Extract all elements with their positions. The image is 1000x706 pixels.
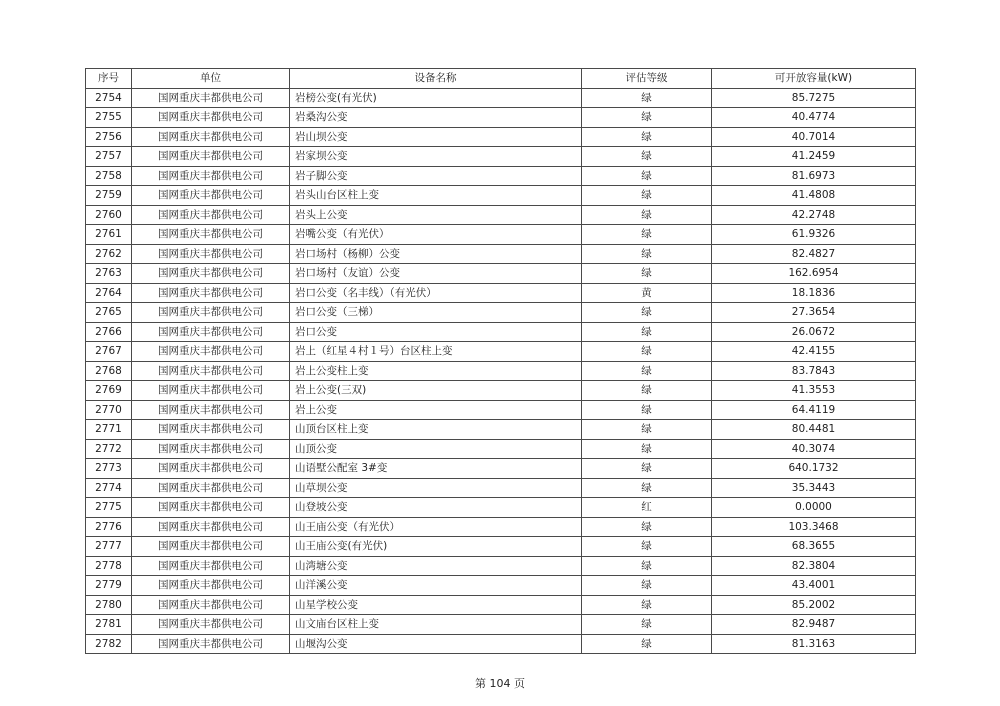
cell-serial: 2775 [86,498,132,518]
table-row [86,225,916,245]
cell-rating: 绿 [582,322,712,342]
cell-unit: 国网重庆丰都供电公司 [132,244,290,264]
cell-capacity: 0.0000 [712,498,916,518]
cell-rating: 绿 [582,420,712,440]
cell-unit: 国网重庆丰都供电公司 [132,342,290,362]
table-row [86,576,916,596]
cell-capacity: 61.9326 [712,225,916,245]
cell-serial: 2768 [86,361,132,381]
cell-device-name: 山湾塘公变 [290,556,582,576]
cell-rating: 绿 [582,88,712,108]
table-row [86,166,916,186]
cell-unit: 国网重庆丰都供电公司 [132,322,290,342]
cell-unit: 国网重庆丰都供电公司 [132,303,290,323]
cell-rating: 绿 [582,264,712,284]
cell-capacity: 68.3655 [712,537,916,557]
cell-unit: 国网重庆丰都供电公司 [132,147,290,167]
cell-serial: 2764 [86,283,132,303]
cell-device-name: 山文庙台区柱上变 [290,615,582,635]
cell-unit: 国网重庆丰都供电公司 [132,205,290,225]
cell-capacity: 40.7014 [712,127,916,147]
cell-unit: 国网重庆丰都供电公司 [132,264,290,284]
header-rating: 评估等级 [582,69,712,89]
cell-unit: 国网重庆丰都供电公司 [132,615,290,635]
cell-capacity: 43.4001 [712,576,916,596]
header-capacity: 可开放容量(kW) [712,69,916,89]
cell-rating: 黄 [582,283,712,303]
table-row [86,381,916,401]
cell-device-name: 山堰沟公变 [290,634,582,654]
table-row [86,244,916,264]
table-row [86,615,916,635]
cell-serial: 2755 [86,108,132,128]
table-row [86,283,916,303]
cell-rating: 绿 [582,303,712,323]
cell-serial: 2776 [86,517,132,537]
cell-device-name: 岩嘴公变（有光伏） [290,225,582,245]
cell-rating: 绿 [582,439,712,459]
cell-unit: 国网重庆丰都供电公司 [132,498,290,518]
cell-rating: 绿 [582,225,712,245]
cell-capacity: 42.2748 [712,205,916,225]
table-row [86,342,916,362]
cell-rating: 绿 [582,634,712,654]
table-row [86,303,916,323]
cell-device-name: 岩头上公变 [290,205,582,225]
cell-serial: 2771 [86,420,132,440]
cell-device-name: 山语墅公配室 3#变 [290,459,582,479]
cell-serial: 2778 [86,556,132,576]
cell-device-name: 岩口公变（三梯） [290,303,582,323]
cell-capacity: 83.7843 [712,361,916,381]
cell-rating: 绿 [582,595,712,615]
cell-serial: 2758 [86,166,132,186]
cell-capacity: 82.9487 [712,615,916,635]
cell-serial: 2780 [86,595,132,615]
cell-capacity: 85.7275 [712,88,916,108]
cell-rating: 绿 [582,342,712,362]
cell-device-name: 山王庙公变(有光伏) [290,537,582,557]
cell-device-name: 岩口场村（杨柳）公变 [290,244,582,264]
cell-device-name: 岩山坝公变 [290,127,582,147]
table-row [86,88,916,108]
table-row [86,634,916,654]
header-unit: 单位 [132,69,290,89]
cell-serial: 2760 [86,205,132,225]
cell-device-name: 岩口公变（名丰线）（有光伏） [290,283,582,303]
cell-device-name: 山王庙公变（有光伏） [290,517,582,537]
cell-rating: 绿 [582,400,712,420]
cell-capacity: 82.3804 [712,556,916,576]
cell-serial: 2781 [86,615,132,635]
cell-serial: 2773 [86,459,132,479]
cell-unit: 国网重庆丰都供电公司 [132,283,290,303]
cell-device-name: 岩榜公变(有光伏) [290,88,582,108]
cell-unit: 国网重庆丰都供电公司 [132,459,290,479]
cell-unit: 国网重庆丰都供电公司 [132,478,290,498]
cell-serial: 2761 [86,225,132,245]
cell-capacity: 42.4155 [712,342,916,362]
cell-rating: 绿 [582,361,712,381]
header-device-name: 设备名称 [290,69,582,89]
table-row [86,205,916,225]
cell-serial: 2772 [86,439,132,459]
cell-capacity: 27.3654 [712,303,916,323]
cell-capacity: 41.2459 [712,147,916,167]
page-number: 第 104 页 [475,677,525,690]
table-row [86,108,916,128]
cell-rating: 绿 [582,459,712,479]
cell-device-name: 岩头山台区柱上变 [290,186,582,206]
table-row [86,517,916,537]
table-row [86,420,916,440]
cell-unit: 国网重庆丰都供电公司 [132,556,290,576]
cell-capacity: 640.1732 [712,459,916,479]
cell-device-name: 岩桑沟公变 [290,108,582,128]
header-serial: 序号 [86,69,132,89]
cell-unit: 国网重庆丰都供电公司 [132,634,290,654]
cell-unit: 国网重庆丰都供电公司 [132,127,290,147]
cell-device-name: 山洋溪公变 [290,576,582,596]
table-row [86,127,916,147]
cell-rating: 绿 [582,381,712,401]
table-row [86,322,916,342]
table-row [86,186,916,206]
header-row [86,69,916,89]
table-body [86,88,916,654]
cell-capacity: 81.3163 [712,634,916,654]
table-row [86,556,916,576]
cell-rating: 绿 [582,576,712,596]
cell-serial: 2763 [86,264,132,284]
table-row [86,537,916,557]
cell-rating: 绿 [582,537,712,557]
cell-device-name: 岩上（红星４村１号）台区柱上变 [290,342,582,362]
cell-rating: 绿 [582,108,712,128]
cell-unit: 国网重庆丰都供电公司 [132,517,290,537]
cell-device-name: 岩上公变 [290,400,582,420]
cell-device-name: 岩子脚公变 [290,166,582,186]
cell-serial: 2777 [86,537,132,557]
cell-unit: 国网重庆丰都供电公司 [132,439,290,459]
cell-unit: 国网重庆丰都供电公司 [132,88,290,108]
cell-device-name: 山草坝公变 [290,478,582,498]
cell-serial: 2765 [86,303,132,323]
cell-rating: 绿 [582,166,712,186]
cell-capacity: 41.4808 [712,186,916,206]
cell-rating: 绿 [582,556,712,576]
capacity-table [85,68,916,654]
cell-serial: 2770 [86,400,132,420]
cell-unit: 国网重庆丰都供电公司 [132,225,290,245]
cell-serial: 2754 [86,88,132,108]
table-row [86,147,916,167]
cell-rating: 绿 [582,147,712,167]
table-row [86,439,916,459]
cell-rating: 绿 [582,517,712,537]
cell-capacity: 81.6973 [712,166,916,186]
cell-unit: 国网重庆丰都供电公司 [132,420,290,440]
cell-capacity: 85.2002 [712,595,916,615]
cell-serial: 2782 [86,634,132,654]
cell-rating: 绿 [582,186,712,206]
cell-capacity: 40.4774 [712,108,916,128]
cell-serial: 2779 [86,576,132,596]
cell-capacity: 64.4119 [712,400,916,420]
cell-rating: 绿 [582,205,712,225]
cell-device-name: 岩口场村（友谊）公变 [290,264,582,284]
cell-unit: 国网重庆丰都供电公司 [132,186,290,206]
cell-unit: 国网重庆丰都供电公司 [132,361,290,381]
cell-device-name: 岩上公变柱上变 [290,361,582,381]
cell-rating: 绿 [582,478,712,498]
cell-capacity: 41.3553 [712,381,916,401]
cell-capacity: 103.3468 [712,517,916,537]
cell-serial: 2769 [86,381,132,401]
cell-capacity: 26.0672 [712,322,916,342]
cell-capacity: 18.1836 [712,283,916,303]
cell-unit: 国网重庆丰都供电公司 [132,108,290,128]
cell-unit: 国网重庆丰都供电公司 [132,595,290,615]
cell-unit: 国网重庆丰都供电公司 [132,537,290,557]
cell-rating: 绿 [582,244,712,264]
table-row [86,478,916,498]
cell-serial: 2774 [86,478,132,498]
cell-serial: 2756 [86,127,132,147]
cell-unit: 国网重庆丰都供电公司 [132,400,290,420]
cell-capacity: 162.6954 [712,264,916,284]
table-row [86,498,916,518]
table-row [86,459,916,479]
cell-rating: 红 [582,498,712,518]
cell-device-name: 岩口公变 [290,322,582,342]
cell-serial: 2757 [86,147,132,167]
cell-capacity: 82.4827 [712,244,916,264]
cell-unit: 国网重庆丰都供电公司 [132,381,290,401]
cell-device-name: 山顶台区柱上变 [290,420,582,440]
cell-device-name: 山星学校公变 [290,595,582,615]
cell-capacity: 80.4481 [712,420,916,440]
cell-serial: 2767 [86,342,132,362]
cell-unit: 国网重庆丰都供电公司 [132,166,290,186]
cell-serial: 2766 [86,322,132,342]
cell-device-name: 岩上公变(三双) [290,381,582,401]
cell-device-name: 山登坡公变 [290,498,582,518]
table-row [86,361,916,381]
cell-unit: 国网重庆丰都供电公司 [132,576,290,596]
cell-serial: 2762 [86,244,132,264]
cell-rating: 绿 [582,615,712,635]
table-row [86,264,916,284]
table-row [86,595,916,615]
cell-capacity: 40.3074 [712,439,916,459]
cell-rating: 绿 [582,127,712,147]
cell-capacity: 35.3443 [712,478,916,498]
cell-serial: 2759 [86,186,132,206]
cell-device-name: 山顶公变 [290,439,582,459]
table-row [86,400,916,420]
cell-device-name: 岩家坝公变 [290,147,582,167]
